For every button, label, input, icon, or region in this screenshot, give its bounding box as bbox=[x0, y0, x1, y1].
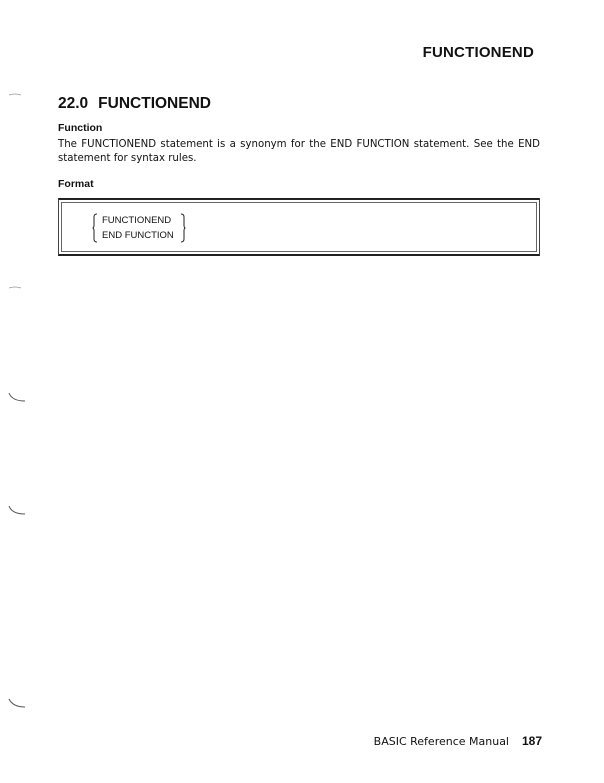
binder-hole-mark-icon bbox=[8, 285, 22, 291]
right-brace-icon bbox=[180, 213, 186, 243]
footer-manual-title: BASIC Reference Manual bbox=[373, 735, 509, 748]
syntax-line: FUNCTIONEND bbox=[102, 215, 172, 226]
binder-hole-mark-icon bbox=[8, 697, 26, 711]
footer-page-number: 187 bbox=[521, 734, 542, 748]
syntax-lines bbox=[98, 213, 180, 243]
section-title: FUNCTIONEND bbox=[98, 95, 211, 112]
binder-hole-mark-icon bbox=[8, 505, 26, 517]
format-heading: Format bbox=[58, 178, 94, 190]
syntax-line: END FUNCTION bbox=[102, 230, 174, 241]
binder-hole-mark-icon bbox=[8, 392, 26, 404]
function-heading: Function bbox=[58, 122, 103, 134]
section-heading bbox=[58, 95, 211, 113]
section-number: 22.0 bbox=[58, 95, 89, 112]
syntax-choice-group bbox=[92, 213, 186, 243]
left-brace-icon bbox=[92, 213, 98, 243]
binder-hole-mark-icon bbox=[8, 92, 22, 98]
format-box bbox=[58, 198, 540, 256]
running-head: FUNCTIONEND bbox=[422, 44, 534, 61]
function-description: The FUNCTIONEND statement is a synonym for the END FUNCTION statement. See the END statement for syntax rules. bbox=[58, 139, 540, 164]
